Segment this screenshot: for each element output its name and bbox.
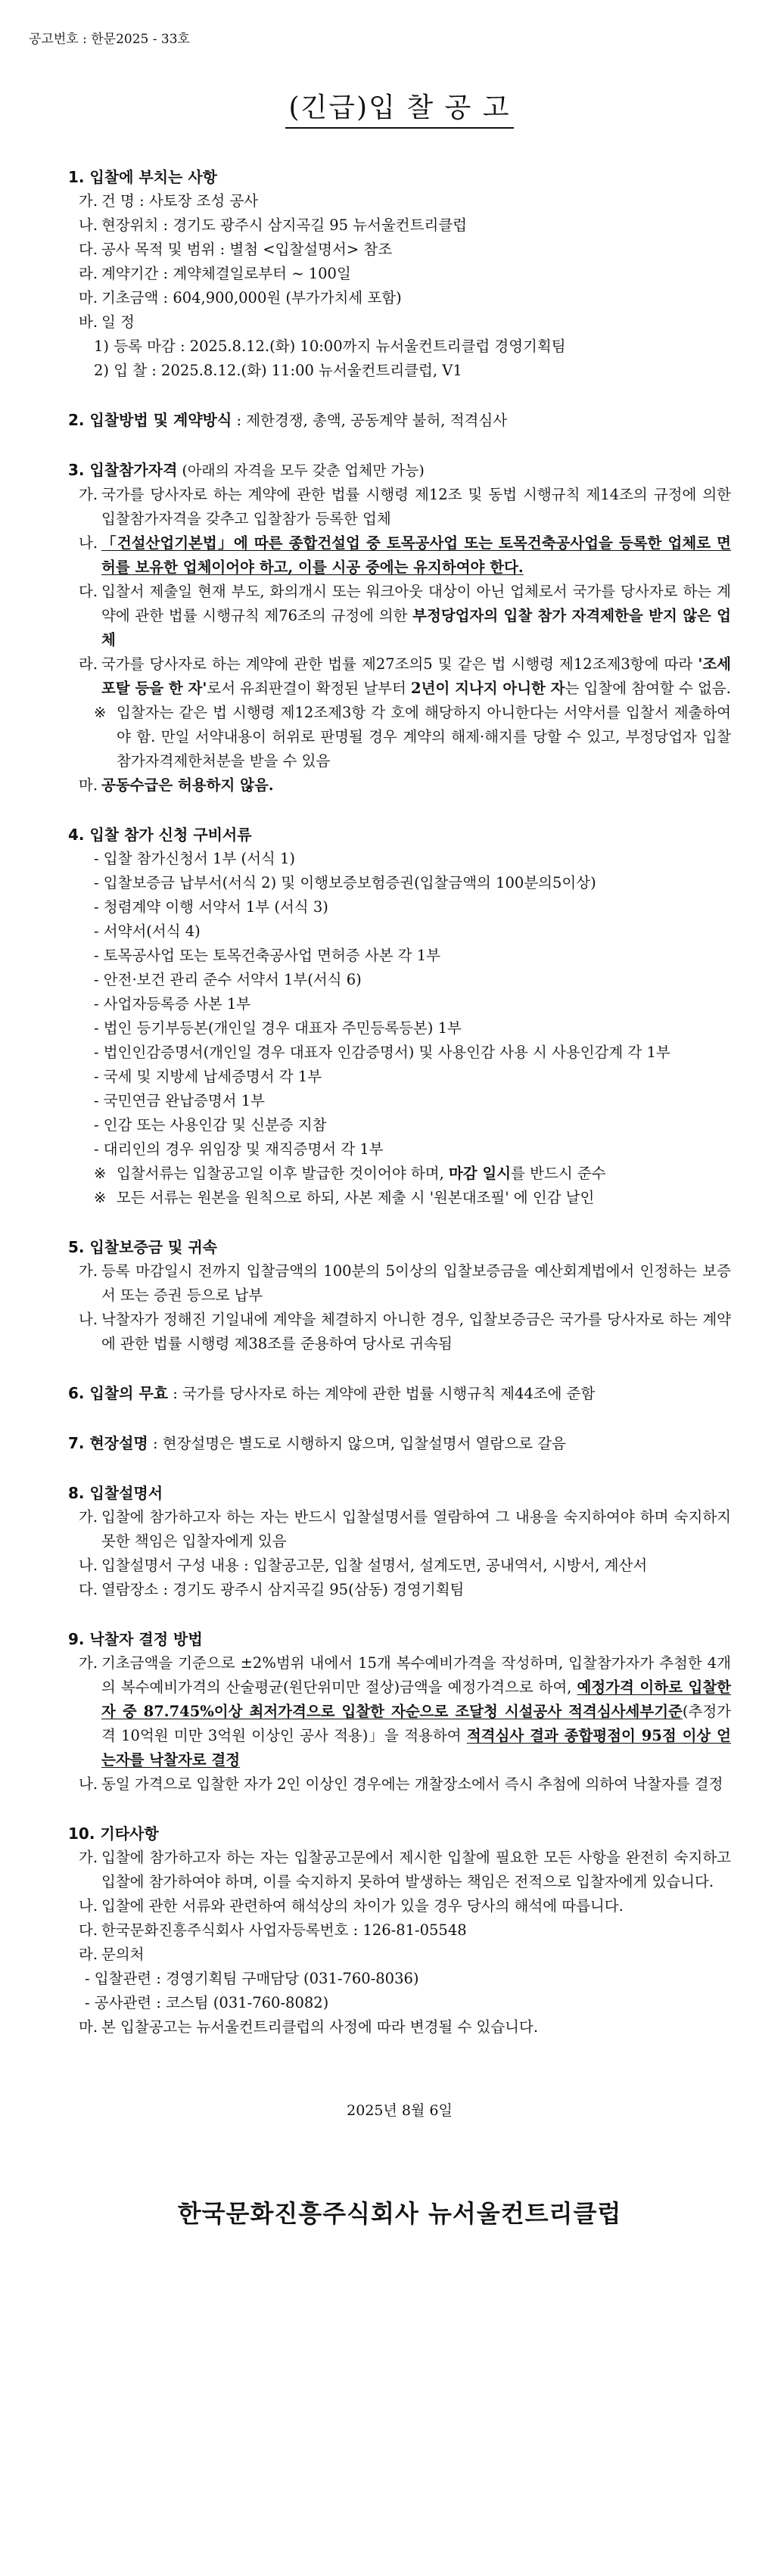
section-8-heading: 8. 입찰설명서 <box>68 1484 163 1502</box>
s8-item-c: 다. 열람장소 : 경기도 광주시 삼지곡길 95(삼동) 경영기획팀 <box>79 1581 465 1598</box>
s1-item-d: 라. 계약기간 : 계약체결일로부터 ~ 100일 <box>79 265 351 282</box>
section-2-text: : 제한경쟁, 총액, 공동계약 불허, 적격심사 <box>232 412 508 429</box>
list-item: - 사업자등록증 사본 1부 <box>94 995 251 1013</box>
s1-item-a: 가. 건 명 : 사토장 조성 공사 <box>79 192 259 210</box>
list-item: - 국세 및 지방세 납세증명서 각 1부 <box>94 1068 322 1085</box>
s10-item-a: 가. 입찰에 참가하고자 하는 자는 입찰공고문에서 제시한 입찰에 필요한 모든 사항을 완전히 숙지하고 입찰에 참가하여야 하며, 이를 숙지하지 못하여 발생하는 책임은 전적으로 입찰자에게 있습니다. <box>79 1849 731 1890</box>
s3-item-a: 가. 국가를 당사자로 하는 계약에 관한 법률 시행령 제12조 및 동법 시행규칙 제14조의 규정에 의한 입찰참가자격을 갖추고 입찰참가 등록한 업체 <box>79 486 731 527</box>
section-10-heading: 10. 기타사항 <box>68 1825 159 1843</box>
s10-item-e: 마. 본 입찰공고는 뉴서울컨트리클럽의 사정에 따라 변경될 수 있습니다. <box>79 2018 539 2036</box>
s3-item-d: 라. 국가를 당사자로 하는 계약에 관한 법률 제27조의5 및 같은 법 시행령 제12조제3항에 따라 '조세포탈 등을 한 자'로서 유죄판결이 확정된 날부터 2년이 지나지 아니한 자는 입찰에 참여할 수 없음. <box>79 655 731 697</box>
section-3 <box>68 458 731 798</box>
s10-item-c: 다. 한국문화진흥주식회사 사업자등록번호 : 126-81-05548 <box>79 1921 467 1939</box>
section-6-text: : 국가를 당사자로 하는 계약에 관한 법률 시행규칙 제44조에 준함 <box>168 1385 596 1402</box>
s4-note-2: ※ 모든 서류는 원본을 원칙으로 하되, 사본 제출 시 '원본대조필' 에 인감 날인 <box>94 1189 595 1206</box>
s3-note: ※ 입찰자는 같은 법 시행령 제12조제3항 각 호에 해당하지 아니한다는 서약서를 입찰서 제출하여야 함. 만일 서약내용이 허위로 판명될 경우 계약의 해제·해지를 당할 수 있고, 부정당업자 입찰참가자격제한처분을 받을 수 있음 <box>94 704 731 770</box>
s8-item-b: 나. 입찰설명서 구성 내용 : 입찰공고문, 입찰 설명서, 설계도면, 공내역서, 시방서, 계산서 <box>79 1557 648 1574</box>
section-8 <box>68 1481 731 1602</box>
section-3-heading: 3. 입찰참가자격 (아래의 자격을 모두 갖춘 업체만 가능) <box>68 461 425 479</box>
s5-item-a: 가. 등록 마감일시 전까지 입찰금액의 100분의 5이상의 입찰보증금을 예산회계법에서 인정하는 보증서 또는 증권 등으로 납부 <box>79 1262 731 1304</box>
section-9 <box>68 1627 731 1797</box>
section-7-text: : 현장설명은 별도로 시행하지 않으며, 입찰설명서 열람으로 갈음 <box>148 1435 566 1452</box>
section-4 <box>68 823 731 1210</box>
section-4-heading: 4. 입찰 참가 신청 구비서류 <box>68 826 252 844</box>
s1-item-b: 나. 현장위치 : 경기도 광주시 삼지곡길 95 뉴서울컨트리클럽 <box>79 216 467 234</box>
s1-schedule-2: 2) 입 찰 : 2025.8.12.(화) 11:00 뉴서울컨트리클럽, V1 <box>94 362 462 379</box>
s1-item-c: 다. 공사 목적 및 범위 : 별첨 <입찰설명서> 참조 <box>79 241 393 258</box>
section-7 <box>68 1431 731 1456</box>
s9-item-a: 가. 기초금액을 기준으로 ±2%범위 내에서 15개 복수예비가격을 작성하며, 입찰참가자가 추첨한 4개의 복수예비가격의 산술평균(원단위미만 절상)금액을 예정가격으로 하여, 예정가격 이하로 입찰한 자 중 87.745%이상 최저가격으로 입찰한 자순으로 조달청 시설공사 적격심사세부기준(추정가격 10억원 미만 3억원 이상인 공사 적용)」을 적용하여 적격심사 결과 종합평점이 95점 이상 얻는자를 낙찰자로 결정 <box>79 1654 731 1769</box>
title-wrap <box>68 91 731 129</box>
section-10 <box>68 1822 731 2039</box>
list-item: - 토목공사업 또는 토목건축공사업 면허증 사본 각 1부 <box>94 947 440 964</box>
list-item: - 법인 등기부등본(개인일 경우 대표자 주민등록등본) 1부 <box>94 1019 462 1037</box>
notice-date: 2025년 8월 6일 <box>347 2102 453 2119</box>
page-title: (긴급)입 찰 공 고 <box>285 91 513 129</box>
list-item: - 대리인의 경우 위임장 및 재직증명서 각 1부 <box>94 1140 384 1158</box>
s10-item-b: 나. 입찰에 관한 서류와 관련하여 해석상의 차이가 있을 경우 당사의 해석에 따릅니다. <box>79 1897 624 1915</box>
s1-item-f: 바. 일 정 <box>79 313 135 331</box>
section-9-heading: 9. 낙찰자 결정 방법 <box>68 1630 203 1648</box>
s1-item-e: 마. 기초금액 : 604,900,000원 (부가가치세 포함) <box>79 289 402 306</box>
s10-contact-2: - 공사관련 : 코스팀 (031-760-8082) <box>85 1994 329 2011</box>
list-item: - 안전·보건 관리 준수 서약서 1부(서식 6) <box>94 971 362 988</box>
s10-contact-1: - 입찰관련 : 경영기획팀 구매담당 (031-760-8036) <box>85 1970 419 1987</box>
s3-item-c: 다. 입찰서 제출일 현재 부도, 화의개시 또는 워크아웃 대상이 아닌 업체로서 국가를 당사자로 하는 계약에 관한 법률 시행규칙 제76조의 규정에 의한 부정당업자의 입찰 참가 자격제한을 받지 않은 업체 <box>79 583 731 649</box>
s3-item-e: 마. 공동수급은 허용하지 않음. <box>79 776 274 794</box>
section-2 <box>68 408 731 433</box>
s9-item-b: 나. 동일 가격으로 입찰한 자가 2인 이상인 경우에는 개찰장소에서 즉시 추첨에 의하여 낙찰자를 결정 <box>79 1775 723 1793</box>
organization-name: 한국문화진흥주식회사 뉴서울컨트리클럽 <box>177 2199 622 2228</box>
list-item: - 인감 또는 사용인감 및 신분증 지참 <box>94 1116 327 1134</box>
s8-item-a: 가. 입찰에 참가하고자 하는 자는 반드시 입찰설명서를 열람하여 그 내용을 숙지하여야 하며 숙지하지 못한 책임은 입찰자에게 있음 <box>79 1508 731 1550</box>
section-2-heading: 2. 입찰방법 및 계약방식 <box>68 411 232 429</box>
list-item: - 청렴계약 이행 서약서 1부 (서식 3) <box>94 898 328 916</box>
s4-note-1: ※ 입찰서류는 입찰공고일 이후 발급한 것이어야 하며, 마감 일시를 반드시 준수 <box>94 1165 606 1182</box>
section-7-heading: 7. 현장설명 <box>68 1434 148 1452</box>
list-item: - 법인인감증명서(개인일 경우 대표자 인감증명서) 및 사용인감 사용 시 사용인감계 각 1부 <box>94 1044 670 1061</box>
notice-number: 공고번호 : 한문2025 - 33호 <box>29 32 190 47</box>
section-5-heading: 5. 입찰보증금 및 귀속 <box>68 1238 217 1256</box>
s5-item-b: 나. 낙찰자가 정해진 기일내에 계약을 체결하지 아니한 경우, 입찰보증금은 국가를 당사자로 하는 계약에 관한 법률 시행령 제38조를 준용하여 당사로 귀속됨 <box>79 1311 731 1352</box>
s10-item-d: 라. 문의처 <box>79 1946 145 1963</box>
section-6-heading: 6. 입찰의 무효 <box>68 1384 169 1402</box>
list-item: - 서약서(서식 4) <box>94 922 201 940</box>
list-item: - 입찰보증금 납부서(서식 2) 및 이행보증보험증권(입찰금액의 100분의5이상) <box>94 874 596 891</box>
s1-schedule-1: 1) 등록 마감 : 2025.8.12.(화) 10:00까지 뉴서울컨트리클럽 경영기획팀 <box>94 338 566 355</box>
list-item: - 국민연금 완납증명서 1부 <box>94 1092 265 1109</box>
section-5 <box>68 1235 731 1356</box>
s3-item-b: 나. 「건설산업기본법」에 따른 종합건설업 중 토목공사업 또는 토목건축공사업을 등록한 업체로 면허를 보유한 업체이어야 하고, 이를 시공 중에는 유지하여야 한다. <box>79 534 731 576</box>
section-1-heading: 1. 입찰에 부치는 사항 <box>68 168 217 186</box>
section-1 <box>68 165 731 383</box>
section-6 <box>68 1381 731 1406</box>
list-item: - 입찰 참가신청서 1부 (서식 1) <box>94 850 295 867</box>
